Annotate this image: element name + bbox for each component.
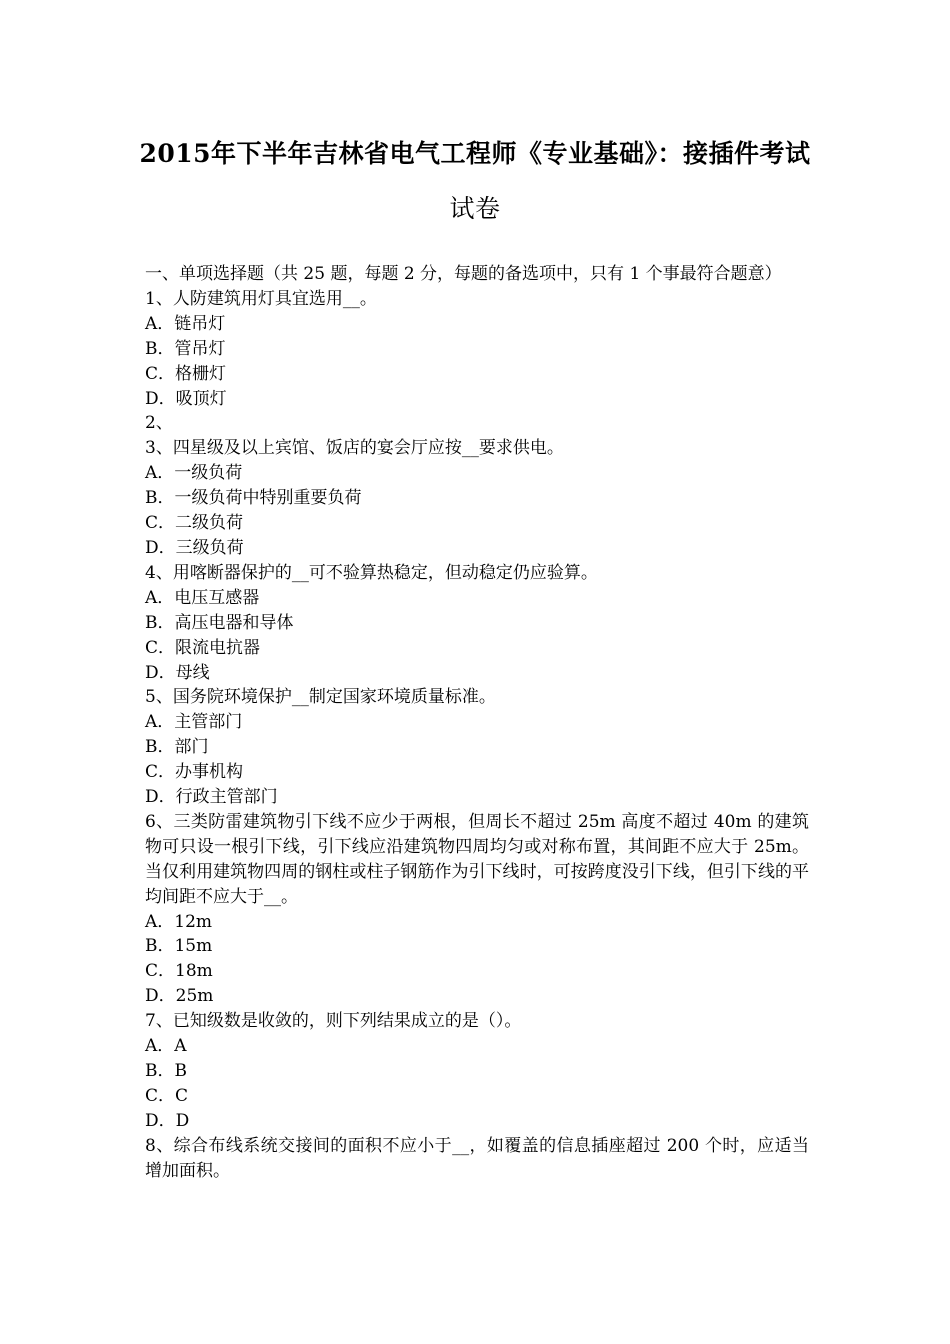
question-stem: 5、国务院环境保护__制定国家环境质量标准。 bbox=[145, 687, 496, 708]
option-b: B．高压电器和导体 bbox=[145, 612, 294, 633]
question-1 bbox=[145, 287, 809, 412]
option-a: A．12m bbox=[145, 911, 213, 932]
question-8 bbox=[145, 1134, 809, 1184]
option-c: C．二级负荷 bbox=[145, 513, 244, 534]
question-stem: 3、四星级及以上宾馆、饭店的宴会厅应按__要求供电。 bbox=[145, 438, 564, 459]
option-d: D．三级负荷 bbox=[145, 537, 244, 558]
document-title-line-2: 试卷 bbox=[449, 194, 501, 223]
option-b: B．部门 bbox=[145, 737, 209, 758]
option-d: D．母线 bbox=[145, 662, 210, 683]
question-3 bbox=[145, 436, 809, 561]
option-d: D．25m bbox=[145, 986, 214, 1007]
question-stem: 4、用喀断器保护的__可不验算热稳定，但动稳定仍应验算。 bbox=[145, 562, 598, 583]
option-b: B．一级负荷中特别重要负荷 bbox=[145, 488, 362, 509]
option-c: C．C bbox=[145, 1085, 189, 1106]
option-b: B．B bbox=[145, 1061, 187, 1081]
option-c: C．18m bbox=[145, 961, 213, 982]
option-d: D．D bbox=[145, 1110, 190, 1131]
option-a: A．电压互感器 bbox=[145, 587, 260, 608]
option-a: A．主管部门 bbox=[145, 712, 243, 733]
question-7 bbox=[145, 1009, 809, 1134]
option-c: C．格栅灯 bbox=[145, 363, 227, 384]
question-stem: 6、三类防雷建筑物引下线不应少于两根，但周长不超过 25m 高度不超过 40m 的建筑物可只设一根引下线，引下线应沿建筑物四周均匀或对称布置，其间距不应大于 25m。当仅利用建筑物四周的钢柱或柱子钢筋作为引下线时，可按跨度没引下线，但引下线的平均间距不应大于__。 bbox=[145, 811, 809, 907]
option-d: D．行政主管部门 bbox=[145, 787, 278, 808]
option-c: C．限流电抗器 bbox=[145, 637, 261, 658]
option-d: D．吸顶灯 bbox=[145, 388, 227, 409]
question-stem: 7、已知级数是收敛的，则下列结果成立的是（）。 bbox=[145, 1011, 522, 1032]
option-a: A．一级负荷 bbox=[145, 463, 243, 484]
document-title-line-1: 2015年下半年吉林省电气工程师《专业基础》：接插件考试 bbox=[139, 139, 811, 168]
question-4 bbox=[145, 561, 809, 686]
question-6 bbox=[145, 810, 809, 1009]
question-2 bbox=[145, 411, 809, 436]
option-b: B．15m bbox=[145, 936, 213, 957]
option-c: C．办事机构 bbox=[145, 762, 244, 783]
question-stem: 8、综合布线系统交接间的面积不应小于__，如覆盖的信息插座超过 200 个时，应适当增加面积。 bbox=[145, 1135, 809, 1181]
option-b: B．管吊灯 bbox=[145, 338, 226, 359]
option-a: A．A bbox=[145, 1036, 187, 1057]
question-5 bbox=[145, 685, 809, 810]
question-stem: 2、 bbox=[145, 413, 173, 434]
section-heading: 一、单项选择题（共 25 题，每题 2 分，每题的备选项中，只有 1 个事最符合题意） bbox=[145, 264, 782, 284]
document-body bbox=[145, 262, 809, 1184]
question-stem: 1、人防建筑用灯具宜选用__。 bbox=[145, 288, 377, 309]
option-a: A．链吊灯 bbox=[145, 313, 226, 334]
